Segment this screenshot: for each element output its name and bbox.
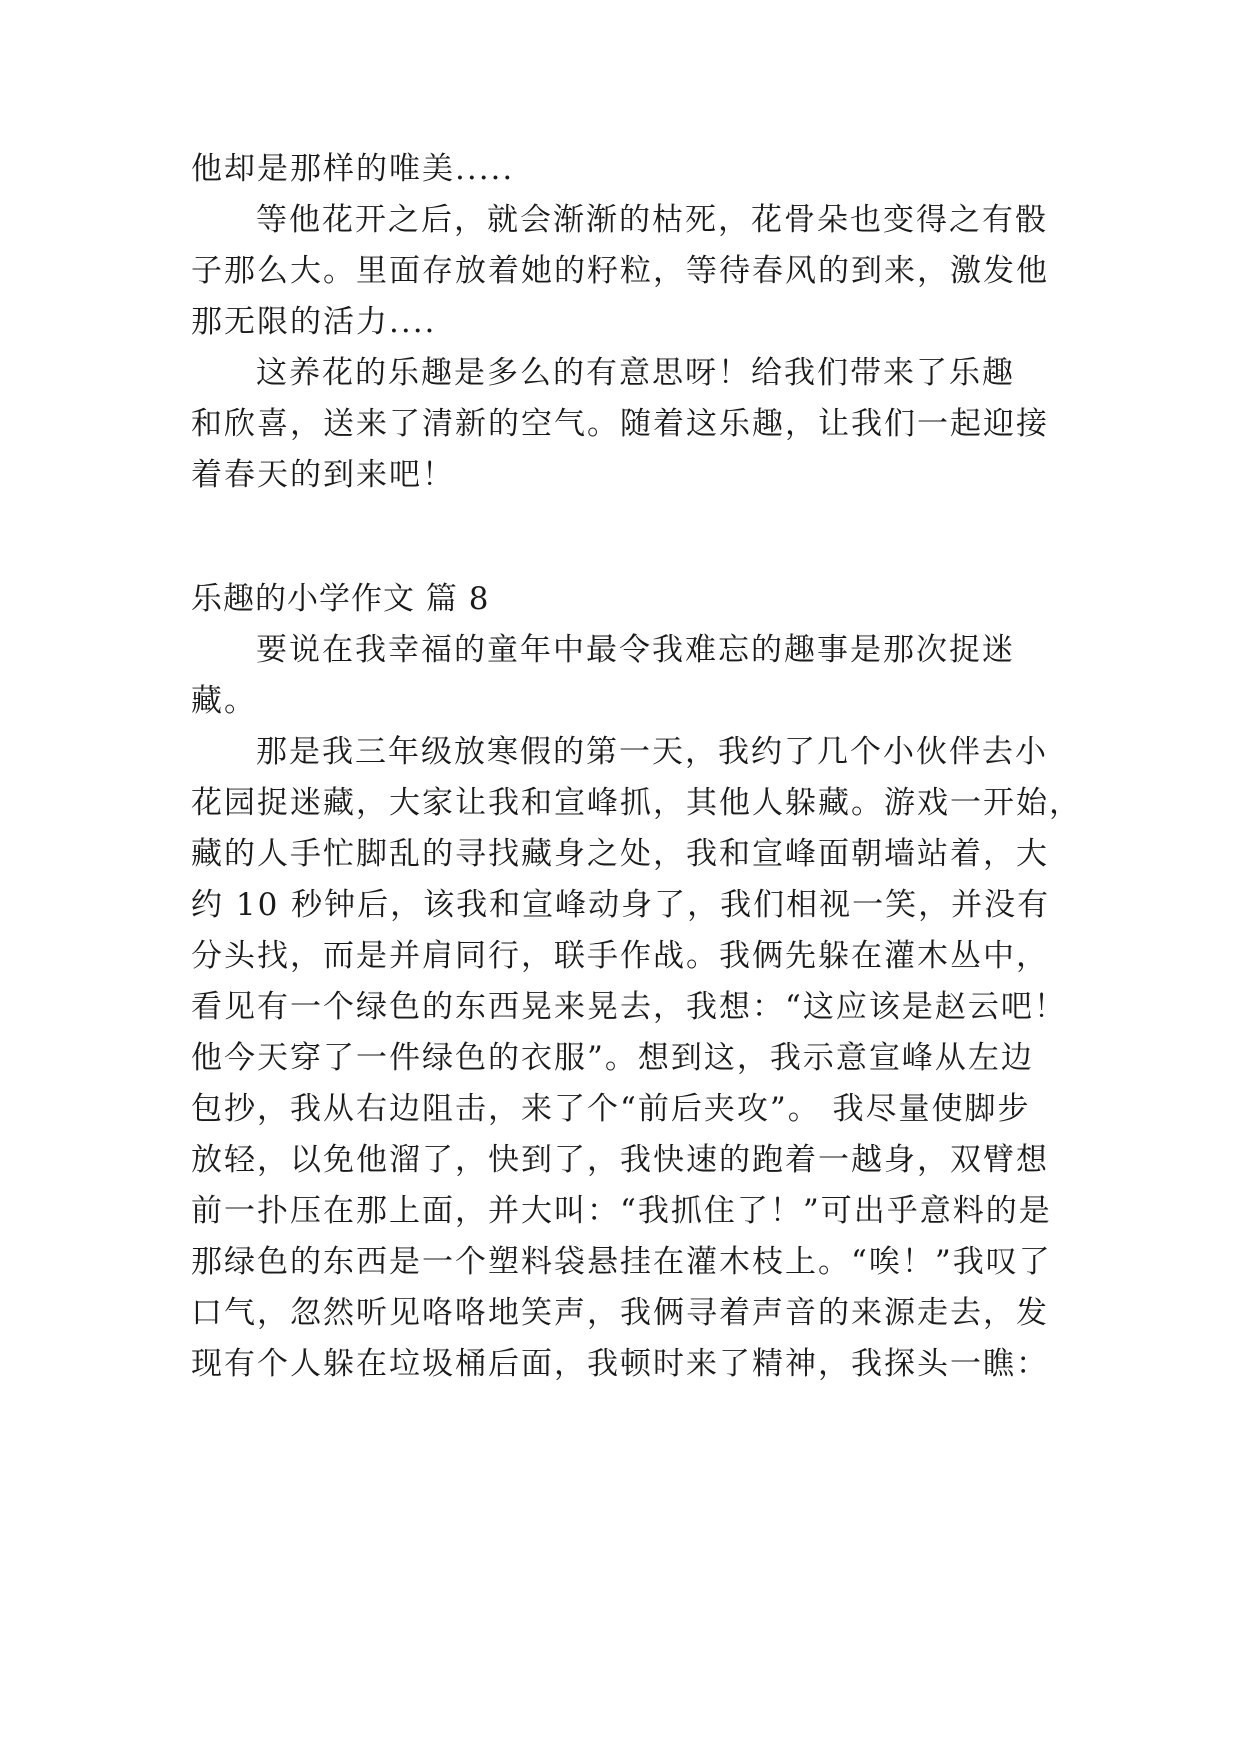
text-line: 藏。: [191, 683, 257, 719]
text-line: 前一扑压在那上面，并大叫：“我抓住了！”可出乎意料的是: [191, 1193, 1052, 1229]
paragraph-start-line: 要说在我幸福的童年中最令我难忘的趣事是那次捉迷: [256, 632, 1015, 668]
section-title: 乐趣的小学作文 篇 8: [191, 581, 490, 617]
text-line: 看见有一个绿色的东西晃来晃去，我想：“这应该是赵云吧！: [191, 989, 1067, 1025]
text-line: 那无限的活力....: [191, 304, 437, 340]
text-line: 那绿色的东西是一个塑料袋悬挂在灌木枝上。“唉！”我叹了: [191, 1244, 1052, 1280]
text-line: 现有个人躲在垃圾桶后面，我顿时来了精神，我探头一瞧：: [191, 1346, 1049, 1382]
text-line: 包抄，我从右边阻击，来了个“前后夹攻”。 我尽量使脚步: [191, 1091, 1031, 1127]
text-line: 分头找，而是并肩同行，联手作战。我俩先躲在灌木丛中，: [191, 938, 1049, 974]
text-line: 着春天的到来吧！: [191, 457, 455, 493]
text-line: 子那么大。里面存放着她的籽粒，等待春风的到来，激发他: [191, 253, 1049, 289]
text-line: 他却是那样的唯美.....: [191, 151, 515, 187]
paragraph-start-line: 这养花的乐趣是多么的有意思呀！给我们带来了乐趣: [256, 355, 1015, 391]
text-line: 藏的人手忙脚乱的寻找藏身之处，我和宣峰面朝墙站着，大: [191, 836, 1049, 872]
text-line: 口气，忽然听见咯咯地笑声，我俩寻着声音的来源走去，发: [191, 1295, 1049, 1331]
text-line: 花园捉迷藏，大家让我和宣峰抓，其他人躲藏。游戏一开始，: [191, 785, 1082, 821]
text-line: 和欣喜，送来了清新的空气。随着这乐趣，让我们一起迎接: [191, 406, 1049, 442]
text-line: 约 10 秒钟后，该我和宣峰动身了，我们相视一笑，并没有: [191, 887, 1051, 923]
paragraph-start-line: 等他花开之后，就会渐渐的枯死，花骨朵也变得之有骰: [256, 202, 1048, 238]
text-line: 他今天穿了一件绿色的衣服”。想到这，我示意宣峰从左边: [191, 1040, 1034, 1076]
paragraph-start-line: 那是我三年级放寒假的第一天，我约了几个小伙伴去小: [256, 734, 1048, 770]
text-line: 放轻，以免他溜了，快到了，我快速的跑着一越身，双臂想: [191, 1142, 1049, 1178]
